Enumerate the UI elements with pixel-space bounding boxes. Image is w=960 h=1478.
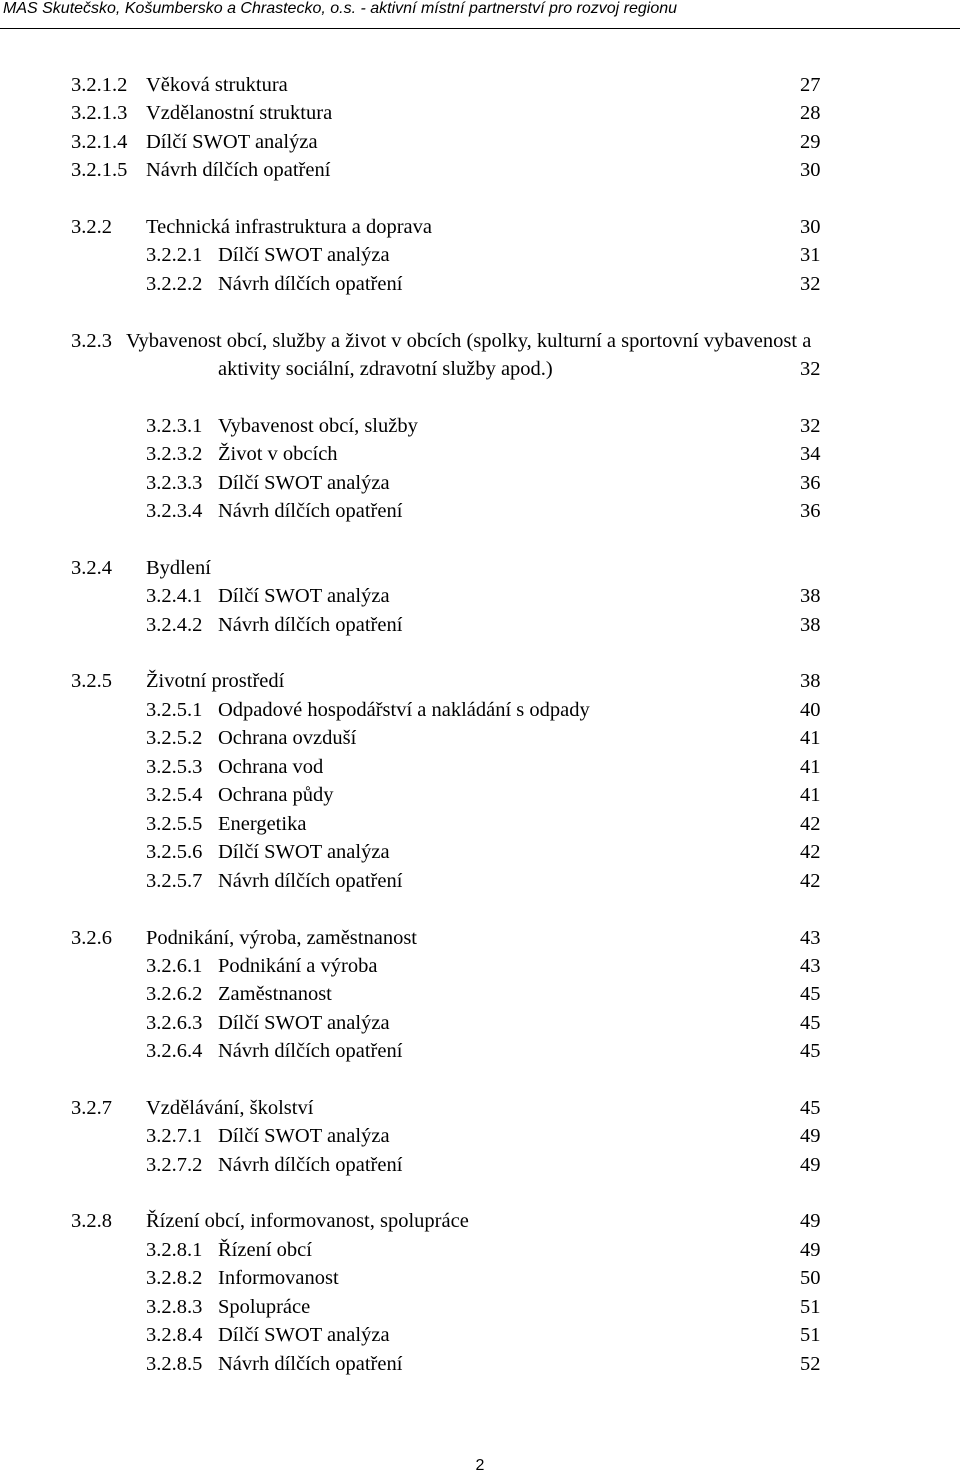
toc-entry-page: 41 xyxy=(800,784,821,806)
toc-entry-number: 3.2.6.4 xyxy=(146,1040,203,1062)
toc-entry-title: Dílčí SWOT analýza xyxy=(146,131,318,153)
toc-entry-title: Dílčí SWOT analýza xyxy=(218,841,390,863)
toc-entry-number: 3.2.6.1 xyxy=(146,955,203,977)
toc-entry-title: Ochrana vod xyxy=(218,756,324,778)
toc-entry-number: 3.2.5.5 xyxy=(146,813,203,835)
toc-entry-title: Dílčí SWOT analýza xyxy=(218,472,390,494)
toc-entry-page: 42 xyxy=(800,813,821,835)
toc-entry-number: 3.2.1.5 xyxy=(71,159,128,181)
toc-entry-title: Vybavenost obcí, služby a život v obcích (spolky, kulturní a sportovní vybavenost a xyxy=(126,330,812,352)
toc-entry-page: 36 xyxy=(800,472,821,494)
toc-entry-page: 45 xyxy=(800,983,821,1005)
toc-entry-title: Návrh dílčích opatření xyxy=(218,500,403,522)
toc-entry-page: 30 xyxy=(800,216,821,238)
toc-entry-title: Dílčí SWOT analýza xyxy=(218,1012,390,1034)
toc-entry-number: 3.2.4.2 xyxy=(146,614,203,636)
toc-entry-number: 3.2.3.4 xyxy=(146,500,203,522)
toc-entry-number: 3.2.8.4 xyxy=(146,1324,203,1346)
toc-entry-page: 32 xyxy=(800,415,821,437)
toc-entry-number: 3.2.7.2 xyxy=(146,1154,203,1176)
toc-entry-page: 34 xyxy=(800,443,821,465)
toc-entry-number: 3.2.6.3 xyxy=(146,1012,203,1034)
toc-entry-number: 3.2.4.1 xyxy=(146,585,203,607)
toc-entry-number: 3.2.1.2 xyxy=(71,74,128,96)
toc-entry-title: Věková struktura xyxy=(146,74,288,96)
toc-entry-number: 3.2.8.2 xyxy=(146,1267,203,1289)
toc-entry-number: 3.2.6.2 xyxy=(146,983,203,1005)
toc-entry-page: 30 xyxy=(800,159,821,181)
toc-entry-page: 45 xyxy=(800,1012,821,1034)
toc-entry-page: 40 xyxy=(800,699,821,721)
toc-entry-title: Energetika xyxy=(218,813,307,835)
toc-entry-title: Návrh dílčích opatření xyxy=(218,614,403,636)
toc-entry-number: 3.2.8.5 xyxy=(146,1353,203,1375)
toc-entry-number: 3.2.1.3 xyxy=(71,102,128,124)
toc-entry-title-continued: aktivity sociální, zdravotní služby apod.) xyxy=(218,358,553,380)
toc-entry-number: 3.2.6 xyxy=(71,927,112,949)
toc-entry-title: Návrh dílčích opatření xyxy=(218,1353,403,1375)
toc-entry-title: Návrh dílčích opatření xyxy=(218,273,403,295)
toc-entry-page: 49 xyxy=(800,1125,821,1147)
toc-entry-number: 3.2.7.1 xyxy=(146,1125,203,1147)
toc-entry-page: 49 xyxy=(800,1154,821,1176)
toc-entry-title: Technická infrastruktura a doprava xyxy=(146,216,432,238)
toc-entry-page: 32 xyxy=(800,358,821,380)
toc-entry-number: 3.2.2.1 xyxy=(146,244,203,266)
toc-entry-number: 3.2.1.4 xyxy=(71,131,128,153)
toc-entry-page: 52 xyxy=(800,1353,821,1375)
toc-entry-title: Dílčí SWOT analýza xyxy=(218,585,390,607)
toc-entry-number: 3.2.5.4 xyxy=(146,784,203,806)
toc-entry-page: 49 xyxy=(800,1239,821,1261)
toc-entry-number: 3.2.3.1 xyxy=(146,415,203,437)
toc-entry-title: Dílčí SWOT analýza xyxy=(218,244,390,266)
toc-entry-page: 27 xyxy=(800,74,821,96)
toc-entry-page: 43 xyxy=(800,927,821,949)
toc-entry-page: 42 xyxy=(800,870,821,892)
toc-entry-page: 51 xyxy=(800,1296,821,1318)
toc-entry-title: Život v obcích xyxy=(218,443,338,465)
toc-entry-title: Řízení obcí, informovanost, spolupráce xyxy=(146,1210,469,1232)
toc-entry-title: Podnikání a výroba xyxy=(218,955,378,977)
toc-entry-number: 3.2.5.7 xyxy=(146,870,203,892)
toc-entry-page: 28 xyxy=(800,102,821,124)
toc-entry-title: Řízení obcí xyxy=(218,1239,312,1261)
toc-entry-number: 3.2.3.3 xyxy=(146,472,203,494)
toc-entry-title: Návrh dílčích opatření xyxy=(218,870,403,892)
toc-entry-title: Dílčí SWOT analýza xyxy=(218,1125,390,1147)
toc-entry-title: Informovanost xyxy=(218,1267,339,1289)
toc-entry-page: 31 xyxy=(800,244,821,266)
toc-entry-number: 3.2.8.1 xyxy=(146,1239,203,1261)
toc-entry-page: 38 xyxy=(800,614,821,636)
toc-entry-title: Vzdělávání, školství xyxy=(146,1097,314,1119)
toc-entry-title: Ochrana půdy xyxy=(218,784,334,806)
toc-entry-title: Návrh dílčích opatření xyxy=(218,1040,403,1062)
toc-entry-title: Návrh dílčích opatření xyxy=(218,1154,403,1176)
toc-entry-number: 3.2.3 xyxy=(71,330,112,352)
toc-entry-number: 3.2.5.6 xyxy=(146,841,203,863)
toc-entry-title: Návrh dílčích opatření xyxy=(146,159,331,181)
toc-entry-number: 3.2.7 xyxy=(71,1097,112,1119)
toc-entry-page: 49 xyxy=(800,1210,821,1232)
toc-entry-number: 3.2.5.1 xyxy=(146,699,203,721)
toc-entry-number: 3.2.8.3 xyxy=(146,1296,203,1318)
toc-entry-title: Zaměstnanost xyxy=(218,983,332,1005)
toc-entry-number: 3.2.2 xyxy=(71,216,112,238)
toc-entry-page: 36 xyxy=(800,500,821,522)
toc-entry-page: 38 xyxy=(800,670,821,692)
toc-entry-title: Ochrana ovzduší xyxy=(218,727,357,749)
toc-entry-page: 51 xyxy=(800,1324,821,1346)
toc-entry-number: 3.2.5.3 xyxy=(146,756,203,778)
toc-entry-title: Vzdělanostní struktura xyxy=(146,102,333,124)
page-number: 2 xyxy=(475,1457,485,1474)
toc-entry-title: Vybavenost obcí, služby xyxy=(218,415,418,437)
toc-entry-page: 45 xyxy=(800,1097,821,1119)
toc-entry-title: Bydlení xyxy=(146,557,211,579)
toc-entry-title: Podnikání, výroba, zaměstnanost xyxy=(146,927,418,949)
toc-entry-page: 42 xyxy=(800,841,821,863)
toc-entry-number: 3.2.5.2 xyxy=(146,727,203,749)
toc-entry-page: 41 xyxy=(800,756,821,778)
toc-entry-title: Životní prostředí xyxy=(146,670,285,692)
toc-entry-page: 38 xyxy=(800,585,821,607)
toc-entry-page: 41 xyxy=(800,727,821,749)
toc-entry-page: 43 xyxy=(800,955,821,977)
toc-entry-page: 32 xyxy=(800,273,821,295)
header-title: MAS Skutečsko, Košumbersko a Chrastecko, o.s. - aktivní místní partnerství pro rozvoj regionu xyxy=(3,0,678,17)
toc-entry-title: Spolupráce xyxy=(218,1296,311,1318)
toc-entry-page: 45 xyxy=(800,1040,821,1062)
toc-entry-number: 3.2.8 xyxy=(71,1210,112,1232)
toc-entry-number: 3.2.3.2 xyxy=(146,443,203,465)
toc-entry-title: Odpadové hospodářství a nakládání s odpady xyxy=(218,699,590,721)
toc-entry-number: 3.2.2.2 xyxy=(146,273,203,295)
toc-entry-page: 29 xyxy=(800,131,821,153)
toc-entry-title: Dílčí SWOT analýza xyxy=(218,1324,390,1346)
toc-entry-number: 3.2.4 xyxy=(71,557,112,579)
toc-entry-number: 3.2.5 xyxy=(71,670,112,692)
toc-entry-page: 50 xyxy=(800,1267,821,1289)
